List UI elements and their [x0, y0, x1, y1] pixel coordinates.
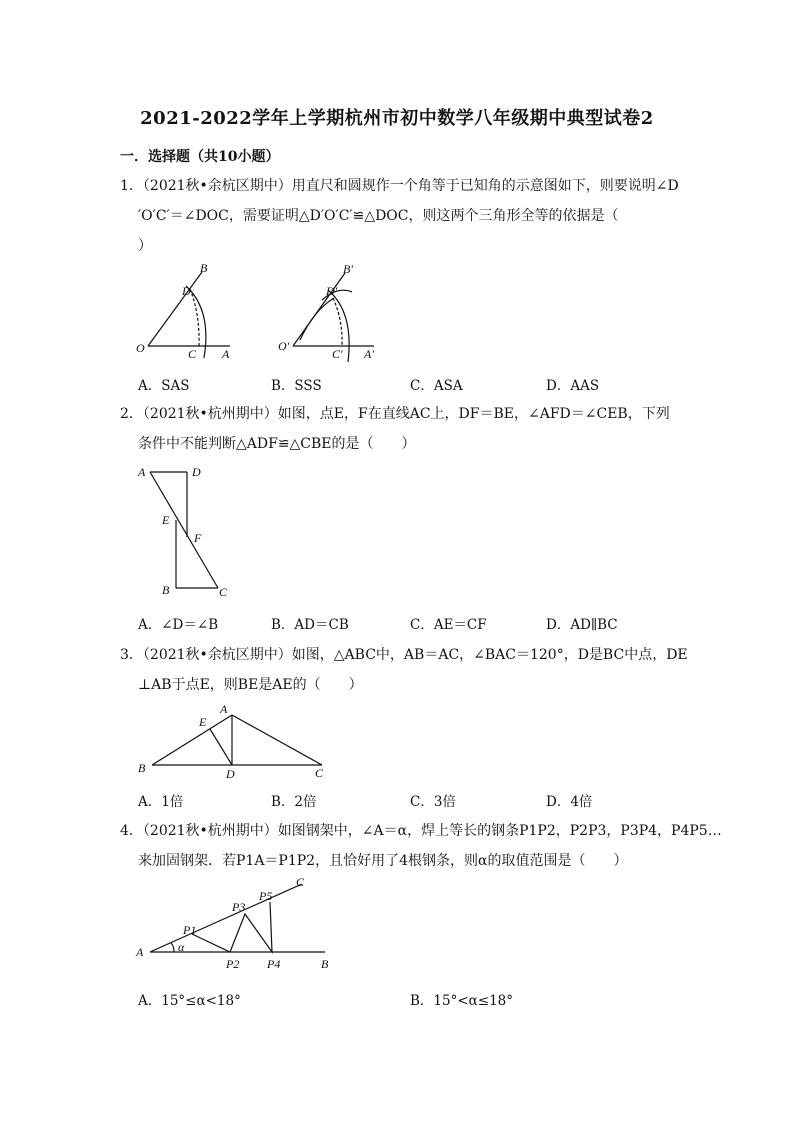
label-C: C	[219, 585, 228, 599]
question-1-line-2: ′O′C′＝∠DOC，需要证明△D′O′C′≌△DOC，则这两个三角形全等的依据是（	[138, 208, 619, 224]
question-3-line-1: 3．（2021秋•余杭区期中）如图，△ABC中，AB＝AC，∠BAC＝120°，D是BC中点，DE	[120, 647, 688, 663]
question-1-option-a[interactable]: A．SAS	[138, 378, 190, 394]
question-3-line-2: ⊥AB于点E，则BE是AE的（ ）	[138, 677, 363, 693]
segment-AB	[152, 715, 232, 765]
question-4-option-b[interactable]: B．15°<α≤18°	[410, 993, 514, 1009]
label-P2: P2	[226, 957, 240, 971]
label-P4: P4	[267, 957, 281, 971]
question-4-line-1: 4．（2021秋•杭州期中）如图钢架中，∠A＝α，焊上等长的钢条P1P2，P2P3，P3P4，P4P5…	[120, 823, 722, 839]
question-2-line-1: 2．（2021秋•杭州期中）如图，点E，F在直线AC上，DF＝BE，∠AFD＝∠CEB，下列	[120, 406, 670, 422]
label-B: B	[200, 261, 208, 275]
label-B1: B′	[343, 262, 353, 276]
question-1-option-d[interactable]: D．AAS	[546, 378, 600, 394]
question-1-option-c[interactable]: C．ASA	[410, 378, 463, 394]
label-P3: P3	[232, 900, 246, 914]
label-A: A	[138, 465, 146, 479]
question-3-option-d[interactable]: D．4倍	[546, 794, 593, 810]
label-E: E	[199, 715, 207, 729]
label-A: A	[222, 347, 230, 361]
label-B: B	[138, 761, 146, 775]
segment-DE	[210, 729, 232, 765]
question-3-figure	[132, 700, 342, 785]
page-title: 2021-2022学年上学期杭州市初中数学八年级期中典型试卷2	[140, 108, 654, 129]
question-2-option-b[interactable]: B．AD＝CB	[271, 617, 349, 633]
label-O: O	[136, 341, 145, 355]
question-4-line-2: 来加固钢架．若P1A＝P1P2，且恰好用了4根钢条，则α的取值范围是（ ）	[138, 853, 628, 869]
label-A: A	[220, 702, 228, 716]
question-4-figure	[130, 872, 350, 982]
label-C: C	[315, 766, 324, 780]
label-E: E	[162, 513, 170, 527]
label-A1: A′	[364, 347, 374, 361]
question-2-line-2: 条件中不能判断△ADF≌△CBE的是（ ）	[138, 436, 416, 452]
segment-AC	[150, 472, 218, 588]
label-D1: D′	[326, 284, 338, 298]
question-1-option-b[interactable]: B．SSS	[271, 378, 322, 394]
label-C: C	[296, 875, 305, 889]
label-O1: O′	[278, 339, 290, 353]
label-B: B	[162, 583, 170, 597]
question-1-line-3: ）	[138, 238, 152, 254]
label-D: D	[182, 284, 191, 298]
question-2-figure	[132, 462, 242, 602]
angle-arc	[171, 943, 174, 952]
question-2-option-a[interactable]: A．∠D＝∠B	[138, 617, 219, 633]
question-3-option-c[interactable]: C．3倍	[410, 794, 456, 810]
question-1-line-1: 1．（2021秋•余杭区期中）用直尺和圆规作一个角等于已知角的示意图如下，则要说明∠D	[120, 178, 679, 194]
curve-O1D1	[300, 298, 334, 340]
dashed-CD	[190, 289, 199, 346]
label-A: A	[136, 945, 144, 959]
question-3-option-b[interactable]: B．2倍	[271, 794, 317, 810]
ray-OB	[148, 272, 202, 346]
label-P5: P5	[259, 889, 273, 903]
label-D: D	[192, 465, 201, 479]
label-D: D	[226, 767, 235, 781]
label-C1: C′	[332, 347, 343, 361]
label-B: B	[321, 957, 329, 971]
segment-AC	[232, 715, 322, 765]
label-P1: P1	[183, 923, 197, 937]
label-C: C	[188, 347, 197, 361]
question-2-option-c[interactable]: C．AE＝CF	[410, 617, 487, 633]
question-3-option-a[interactable]: A．1倍	[138, 794, 184, 810]
question-1-figure	[130, 258, 390, 368]
question-2-option-d[interactable]: D．AD∥BC	[546, 617, 618, 633]
label-alpha: α	[178, 940, 185, 954]
question-4-option-a[interactable]: A．15°≤α<18°	[138, 993, 241, 1009]
label-F: F	[194, 531, 202, 545]
ray-AC	[150, 884, 302, 952]
section-heading: 一．选择题（共10小题）	[120, 149, 280, 165]
